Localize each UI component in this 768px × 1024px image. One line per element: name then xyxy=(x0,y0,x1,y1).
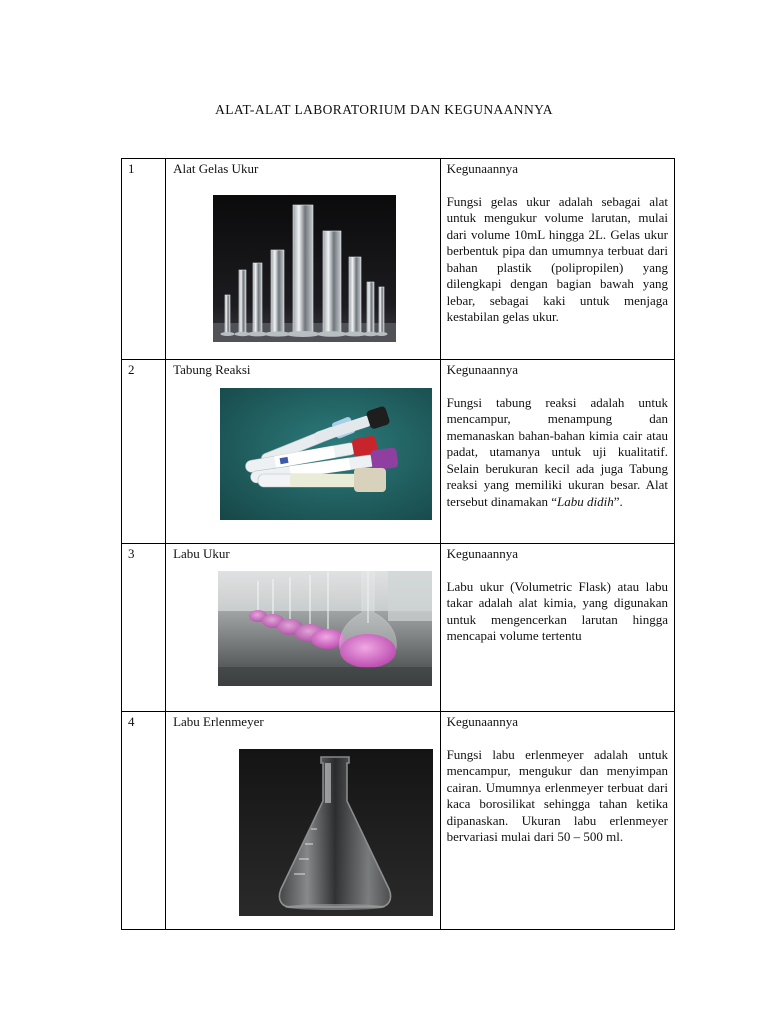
usage-cell xyxy=(440,159,674,360)
row-number: 3 xyxy=(128,546,135,561)
erlenmeyer-flask-photo xyxy=(239,749,433,916)
equipment-cell xyxy=(166,712,440,930)
volumetric-flasks-photo xyxy=(218,571,432,686)
lab-equipment-table xyxy=(121,158,675,930)
usage-description xyxy=(441,395,674,511)
row-number: 4 xyxy=(128,714,135,729)
row-number: 1 xyxy=(128,161,135,176)
row-number-cell xyxy=(122,712,166,930)
table-row xyxy=(122,159,675,360)
usage-heading: Kegunaannya xyxy=(446,714,519,729)
usage-description: Labu ukur (Volumetric Flask) atau labu takar adalah alat kimia, yang digunakan untuk mengencerkan larutan hingga mencapai volume tertentu xyxy=(446,578,668,643)
equipment-name: Labu Ukur xyxy=(173,546,230,561)
equipment-cell xyxy=(166,360,440,544)
document-title: ALAT-ALAT LABORATORIUM DAN KEGUNAANNYA xyxy=(215,102,553,117)
test-tubes-photo xyxy=(220,388,432,520)
usage-description: Fungsi labu erlenmeyer adalah untuk mencampur, mengukur dan menyimpan cairan. Umumnya erlenmeyer terbuat dari kaca borosilikat sehingga tahan ketika dipanaskan. Ukuran labu erlenmeyer bervariasi mulai dari 50 – 500 ml. xyxy=(446,746,668,844)
usage-description-end: ”. xyxy=(613,493,623,509)
equipment-name: Tabung Reaksi xyxy=(173,362,251,377)
table-row xyxy=(122,544,675,712)
equipment-name: Labu Erlenmeyer xyxy=(173,714,264,729)
usage-cell xyxy=(440,712,674,930)
equipment-cell xyxy=(166,544,440,712)
table-row xyxy=(122,360,675,544)
row-number: 2 xyxy=(128,362,135,377)
usage-heading: Kegunaannya xyxy=(446,161,519,176)
graduated-cylinders-photo xyxy=(213,195,396,342)
row-number-cell xyxy=(122,360,166,544)
usage-description-text: Fungsi tabung reaksi adalah untuk mencampur, menampung dan memanaskan bahan-bahan kimia cair atau padat, utamanya untuk uji kualitatif. Selain berukuran kecil ada juga Tabung reaksi yang memiliki ukuran besar. Alat tersebut dinamakan “ xyxy=(446,394,668,509)
equipment-name: Alat Gelas Ukur xyxy=(173,161,259,176)
usage-cell xyxy=(440,544,674,712)
usage-description-emphasis: Labu didih xyxy=(557,493,614,509)
equipment-cell xyxy=(166,159,440,360)
usage-heading: Kegunaannya xyxy=(446,546,519,561)
usage-heading: Kegunaannya xyxy=(446,362,519,377)
table-row xyxy=(122,712,675,930)
row-number-cell xyxy=(122,159,166,360)
row-number-cell xyxy=(122,544,166,712)
usage-cell xyxy=(440,360,674,544)
usage-description: Fungsi gelas ukur adalah sebagai alat untuk mengukur volume larutan, mulai dari volume 10mL hingga 2L. Gelas ukur berbentuk pipa dan umumnya terbuat dari bahan plastik (polipropilen) yang dilengkapi dengan bagian bawah yang lebar, sebagai kaki untuk menjaga kestabilan gelas ukur. xyxy=(446,193,668,324)
